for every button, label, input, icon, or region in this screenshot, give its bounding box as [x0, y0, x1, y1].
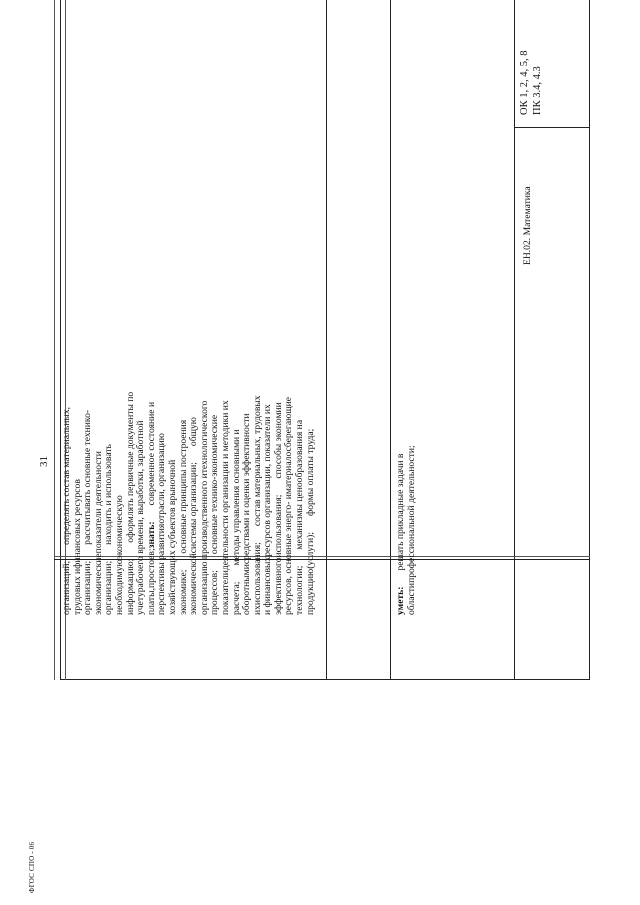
text-line: финансовых ресурсов организации; — [71, 479, 94, 615]
text-line: рассчитывать основные технико-экономические — [82, 409, 104, 615]
competency-line: ОК 1, 2, 4, 5, 8 — [519, 50, 530, 115]
section-heading: уметь: — [395, 586, 406, 615]
text-line: методы управления основными и оборотными — [230, 429, 253, 615]
competencies-cell — [518, 0, 544, 115]
text-line: основные технико-экономические показатели — [209, 414, 231, 615]
text-line: формы оплаты труда; — [304, 428, 316, 516]
text-line: рыночной экономике; — [166, 459, 189, 615]
discipline-cell — [522, 125, 533, 265]
text-line: системы организации; — [188, 462, 200, 554]
text-line: отрасли, организацию хозяйствующих субъектов в — [156, 433, 178, 615]
text-line: организаций; — [61, 560, 72, 615]
page-number: 31 — [38, 456, 50, 467]
table-line — [54, 0, 55, 680]
text-line: ресурсов организации, показатели их эффективного — [262, 404, 284, 615]
text-line: современное состояние и перспективы развития — [145, 401, 168, 615]
text-line: материалосберегающие технологии; — [283, 396, 306, 615]
text-line: деятельности организации и методики их расчета; — [219, 400, 242, 615]
text-line: определять состав материальных, трудовых и — [61, 406, 83, 615]
text-line: решать прикладные задачи в области — [395, 453, 417, 615]
text-line: способы экономии ресурсов, основные энерго- и — [272, 402, 295, 615]
knowledge-text-block — [62, 390, 316, 615]
table-line — [390, 0, 391, 680]
table-line — [589, 0, 590, 680]
text-line: средствами и оценки эффективности их — [241, 413, 263, 615]
text-line: простоев; — [145, 548, 157, 589]
text-line: находить и использовать необходимую — [103, 444, 125, 615]
text-line: общую организацию производственного и — [188, 417, 210, 615]
text-line: рабочего времени, выработки, заработной платы, — [135, 420, 157, 615]
text-line: профессиональной деятельности; — [405, 445, 417, 583]
text-line: экономическую информацию; — [113, 495, 136, 615]
text-line: состав материальных, трудовых и финансовых — [251, 395, 274, 615]
text-line: технологического процессов; — [198, 400, 221, 615]
competency-line: ПК 3.4, 4.3 — [532, 66, 543, 115]
text-line: механизмы ценообразования на продукцию — [294, 419, 316, 615]
text-line: (услуги); — [304, 532, 316, 569]
text-line: показатели деятельности организации; — [92, 451, 115, 615]
text-line: использования; — [272, 494, 284, 558]
discipline-label: ЕН.02. Математика — [522, 186, 533, 265]
text-line: оформлять первичные документы по учету — [124, 391, 147, 615]
section-heading: знать: — [145, 521, 157, 549]
skills-text-block — [396, 390, 417, 615]
text-line: основные принципы построения экономической — [177, 419, 200, 615]
table-line — [326, 0, 327, 680]
table-line — [60, 679, 590, 680]
page-footer: ФГОС СПО - 06 — [28, 841, 36, 893]
text-line: использования; — [251, 542, 263, 606]
table-line — [514, 0, 515, 680]
